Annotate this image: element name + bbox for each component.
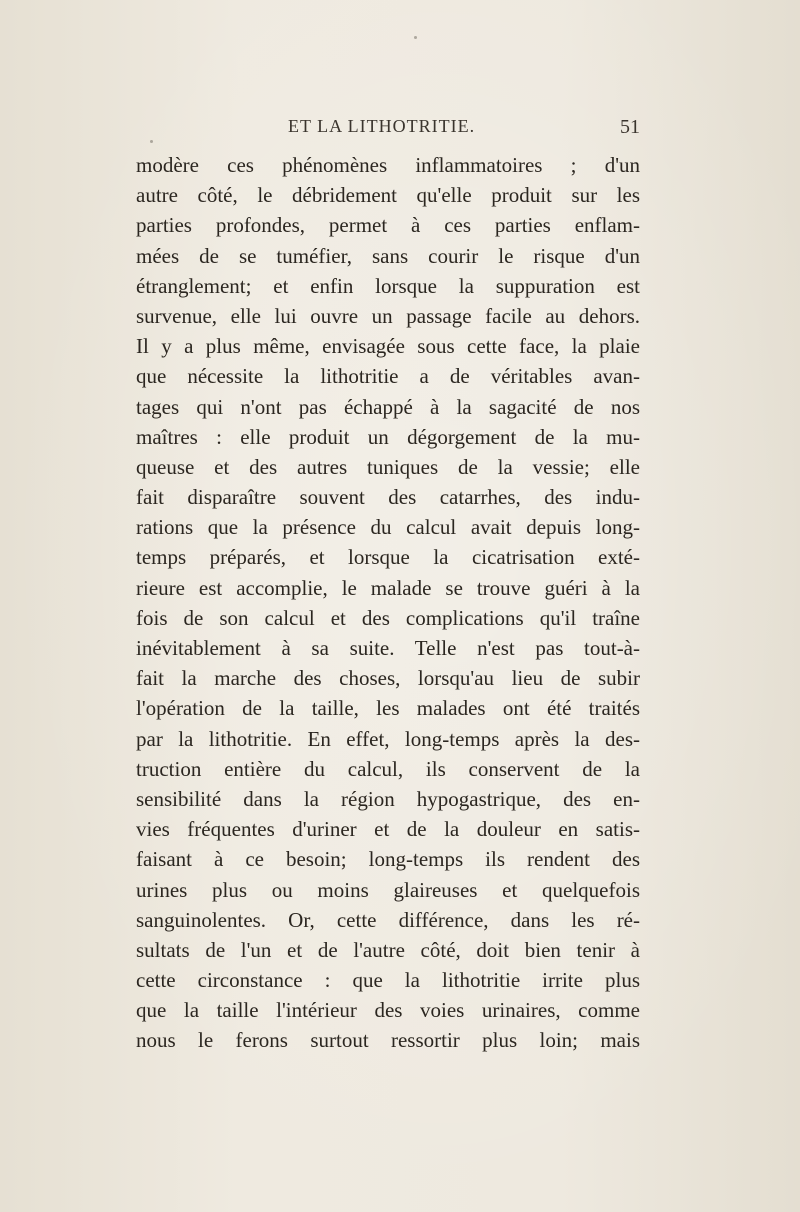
text-line: sensibilité dans la région hypogastrique, des en- xyxy=(136,786,640,811)
text-line: temps préparés, et lorsque la cicatrisation exté- xyxy=(136,545,640,570)
text-line: Il y a plus même, envisagée sous cette face, la plaie xyxy=(136,334,640,359)
text-line: fois de son calcul et des complications qu'il traîne xyxy=(136,605,640,630)
text-line: par la lithotritie. En effet, long-temps après la des- xyxy=(136,726,640,751)
text-line: fait disparaître souvent des catarrhes, des indu- xyxy=(136,485,640,510)
text-line: autre côté, le débridement qu'elle produit sur les xyxy=(136,183,640,208)
text-line: inévitablement à sa suite. Telle n'est pas tout-à- xyxy=(136,636,640,660)
text-line: étranglement; et enfin lorsque la suppuration est xyxy=(136,273,640,298)
running-head-title: ET LA LITHOTRITIE. xyxy=(288,116,476,136)
text-line: rations que la présence du calcul avait depuis long- xyxy=(136,515,640,540)
text-line: vies fréquentes d'uriner et de la douleur en satis- xyxy=(136,817,640,842)
text-line: rieure est accomplie, le malade se trouve guéri à la xyxy=(136,575,640,600)
text-line: queuse et des autres tuniques de la vessie; elle xyxy=(136,454,640,479)
text-line: l'opération de la taille, les malades ont été traités xyxy=(136,696,640,721)
page-number: 51 xyxy=(620,116,640,138)
text-line: tages qui n'ont pas échappé à la sagacité de nos xyxy=(136,394,640,419)
text-line: cette circonstance : que la lithotritie irrite plus xyxy=(136,968,640,993)
text-line: que nécessite la lithotritie a de véritables avan- xyxy=(136,364,640,389)
body-text xyxy=(136,150,640,1056)
text-line: truction entière du calcul, ils conservent de la xyxy=(136,756,640,781)
text-line: nous le ferons surtout ressortir plus loin; mais xyxy=(136,1028,640,1053)
text-line: modère ces phénomènes inflammatoires ; d'un xyxy=(136,153,640,177)
text-line: que la taille l'intérieur des voies urinaires, comme xyxy=(136,998,640,1023)
paper-speck xyxy=(414,36,417,39)
text-line: sultats de l'un et de l'autre côté, doit bien tenir à xyxy=(136,937,640,962)
text-line: mées de se tuméfier, sans courir le risque d'un xyxy=(136,243,640,268)
text-line: sanguinolentes. Or, cette différence, dans les ré- xyxy=(136,907,640,932)
text-line: faisant à ce besoin; long-temps ils rendent des xyxy=(136,847,640,872)
text-line: survenue, elle lui ouvre un passage facile au dehors. xyxy=(136,303,640,328)
running-head xyxy=(136,116,640,144)
text-line: parties profondes, permet à ces parties enflam- xyxy=(136,213,640,238)
text-line: fait la marche des choses, lorsqu'au lieu de subir xyxy=(136,666,640,691)
text-line: urines plus ou moins glaireuses et quelquefois xyxy=(136,877,640,902)
text-line: maîtres : elle produit un dégorgement de la mu- xyxy=(136,424,640,449)
